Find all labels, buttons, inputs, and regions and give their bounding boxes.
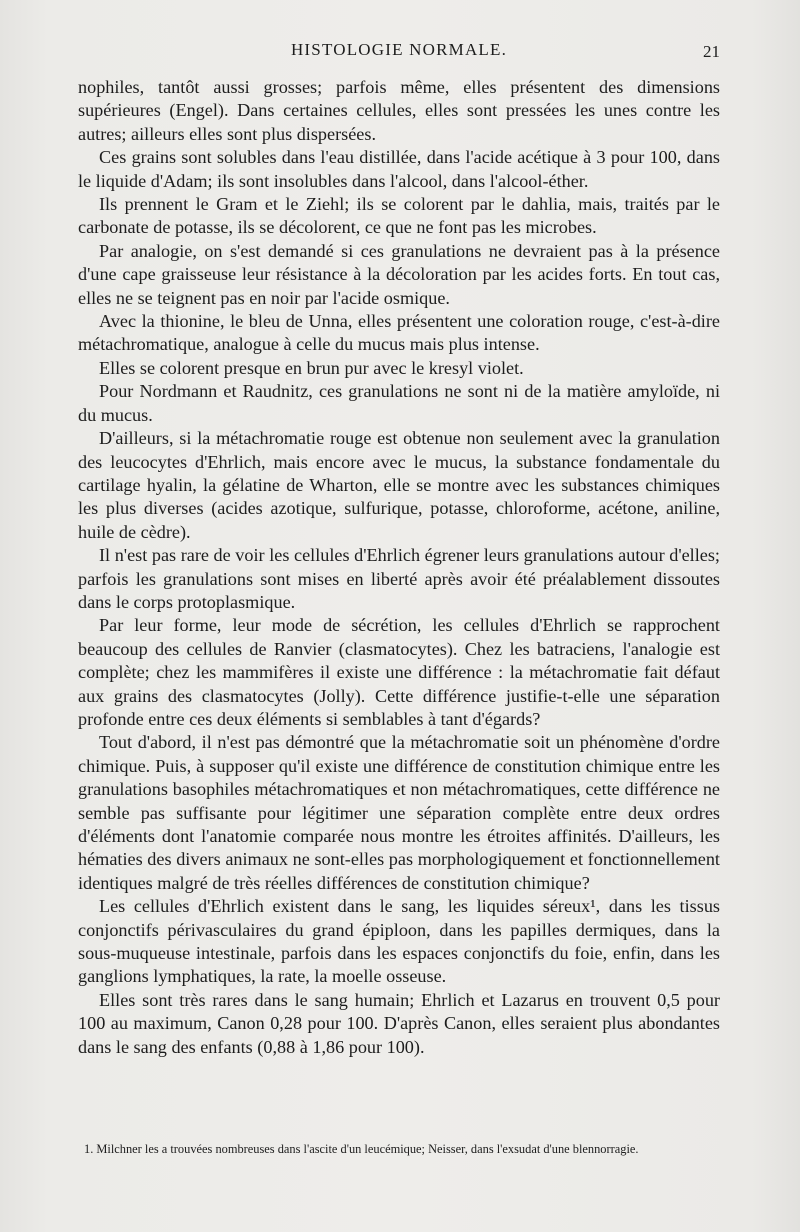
paragraph: Par analogie, on s'est demandé si ces granulations ne devraient pas à la présence d'une cape graisseuse leur résistance à la décoloration par les acides forts. En tout cas, elles ne se teignent pas en noir par l'acide osmique. [78, 240, 720, 308]
paragraph: Pour Nordmann et Raudnitz, ces granulations ne sont ni de la matière amyloïde, ni du mucus. [78, 381, 720, 425]
running-title: HISTOLOGIE NORMALE. [290, 40, 508, 59]
footnote: 1. Milchner les a trouvées nombreuses dans l'ascite d'un leucémique; Neisser, dans l'exsudat d'une blennorragie. [84, 1142, 639, 1156]
paragraph: Il n'est pas rare de voir les cellules d'Ehrlich égrener leurs granulations autour d'elles; parfois les granulations sont mises en liberté après avoir été préalablement dissoutes dans le corps protoplasmique. [78, 545, 720, 612]
paragraph: Les cellules d'Ehrlich existent dans le sang, les liquides séreux¹, dans les tissus conjonctifs périvasculaires du grand épiploon, dans les papilles dermiques, dans la sous-muqueuse intestinale, parfois dans les espaces conjonctifs du foie, enfin, dans les ganglions lymphatiques, la rate, la moelle osseuse. [78, 896, 720, 987]
paragraph: nophiles, tantôt aussi grosses; parfois même, elles présentent des dimensions supérieures (Engel). Dans certaines cellules, elles sont pressées les unes contre les autres; ailleurs elles sont plus dispersées. [78, 77, 720, 144]
page-number: 21 [703, 42, 720, 61]
paragraph: Par leur forme, leur mode de sécrétion, les cellules d'Ehrlich se rapprochent beaucoup des cellules de Ranvier (clasmatocytes). Chez les batraciens, l'analogie est complète; chez les mammifères il existe une différence : la métachromatie fait défaut aux grains des clasmatocytes (Jolly). Cette différence justifie-t-elle une séparation profonde entre ces deux éléments si semblables à tant d'égards? [78, 615, 720, 729]
paragraph: Elles sont très rares dans le sang humain; Ehrlich et Lazarus en trouvent 0,5 pour 100 au maximum, Canon 0,28 pour 100. D'après Canon, elles seraient plus abondantes dans le sang des enfants (0,88 à 1,86 pour 100). [78, 989, 720, 1057]
paragraph: Ils prennent le Gram et le Ziehl; ils se colorent par le dahlia, mais, traités par le carbonate de potasse, ils se décolorent, ce que ne font pas les microbes. [78, 194, 720, 238]
paragraph: D'ailleurs, si la métachromatie rouge est obtenue non seulement avec la granulation des leucocytes d'Ehrlich, mais encore avec le mucus, la substance fondamentale du cartilage hyalin, la gélatine de Wharton, elle se montre avec les substances chimiques les plus diverses (acides azotique, sulfurique, potasse, chloroforme, acétone, aniline, huile de cèdre). [78, 428, 720, 542]
paragraph: Elles se colorent presque en brun pur avec le kresyl violet. [99, 357, 524, 378]
paragraph: Ces grains sont solubles dans l'eau distillée, dans l'acide acétique à 3 pour 100, dans le liquide d'Adam; ils sont insolubles dans l'alcool, dans l'alcool-éther. [78, 147, 720, 191]
body-text [78, 76, 720, 1059]
paragraph: Tout d'abord, il n'est pas démontré que la métachromatie soit un phénomène d'ordre chimique. Puis, à supposer qu'il existe une différence de constitution chimique entre les granulations basophiles métachromatiques et non métachromatiques, cette différence ne semble pas suffisante pour légitimer une séparation complète entre deux ordres d'éléments dont l'anatomie comparée nous montre les étroites affinités. D'ailleurs, les hématies des divers animaux ne sont-elles pas morphologiquement et fonctionnellement identiques malgré de très réelles différences de constitution chimique? [78, 732, 720, 893]
page-header [78, 40, 720, 66]
paragraph: Avec la thionine, le bleu de Unna, elles présentent une coloration rouge, c'est-à-dire métachromatique, analogue à celle du mucus mais plus intense. [78, 311, 720, 355]
